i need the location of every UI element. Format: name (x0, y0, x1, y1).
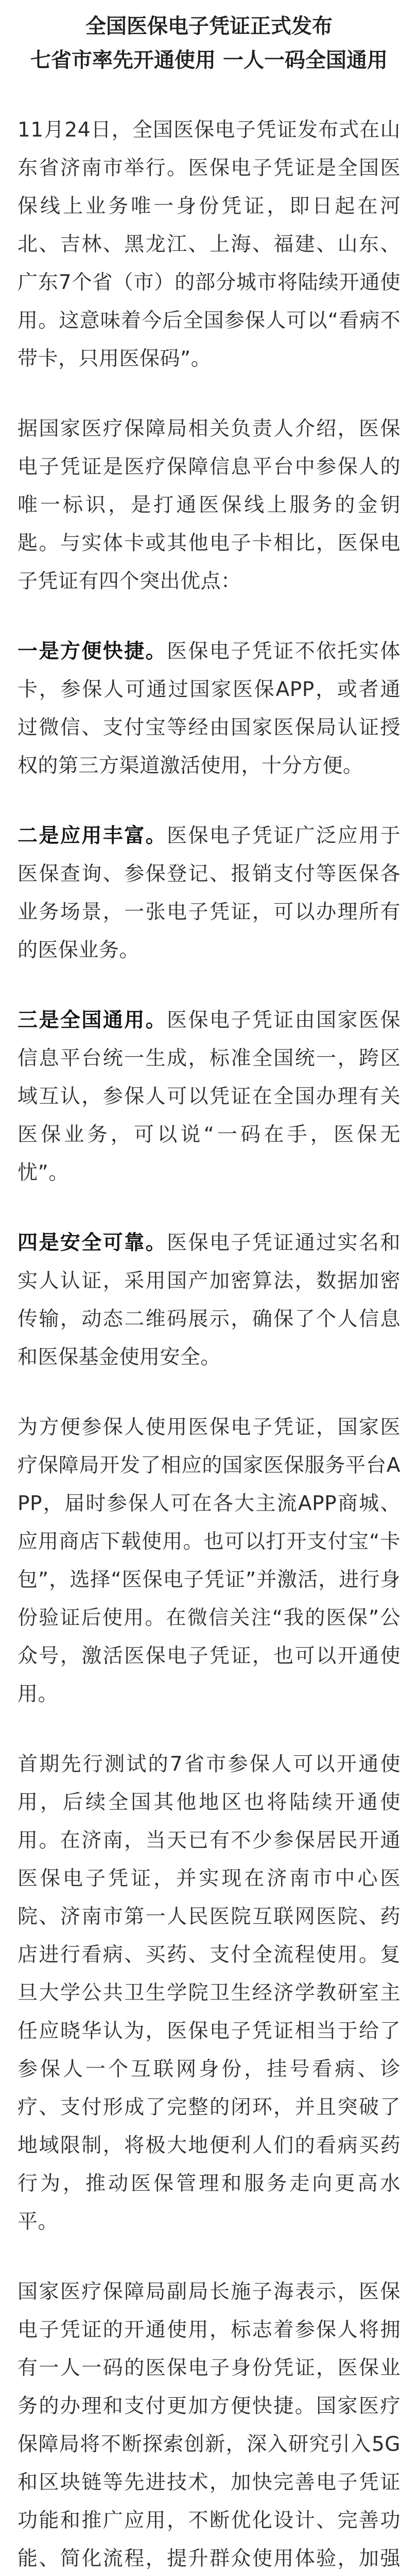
paragraph-text: 医保电子凭证由国家医保信息平台统一生成，标准全国统一，跨区域互认，参保人可以凭证在全国办理有关医保业务，可以说“一码在手，医保无忧”。 (18, 1009, 400, 1184)
paragraph-text: 11月24日，全国医保电子凭证发布式在山东省济南市举行。医保电子凭证是全国医保线上业务唯一身份凭证，即日起在河北、吉林、黑龙江、上海、福建、山东、广东7个省（市）的部分城市将陆续开通使用。这意味着今后全国参保人可以“看病不带卡，只用医保码”。 (18, 118, 400, 370)
paragraph-7 (18, 1409, 400, 1714)
paragraph-8 (18, 1745, 400, 2241)
paragraph-3 (18, 633, 400, 785)
paragraph-4 (18, 817, 400, 970)
paragraph-lead: 一是方便快捷。 (18, 640, 167, 663)
paragraph-6 (18, 1224, 400, 1377)
paragraph-5 (18, 1002, 400, 1192)
paragraph-1 (18, 111, 400, 378)
paragraph-text: 为方便参保人使用医保电子凭证，国家医疗保障局开发了相应的国家医保服务平台APP，届时参保人可在各大主流APP商城、应用商店下载使用。也可以打开支付宝“卡包”，选择“医保电子凭证”并激活，进行身份验证后使用。在微信关注“我的医保”公众号，激活医保电子凭证，也可以开通使用。 (18, 1416, 400, 1706)
headline-line-2: 七省市率先开通使用 一人一码全国通用 (30, 48, 388, 72)
paragraph-lead: 三是全国通用。 (18, 1009, 167, 1032)
paragraph-text: 国家医疗保障局副局长施子海表示，医保电子凭证的开通使用，标志着参保人将拥有一人一码的医保电子身份凭证，医保业务的办理和支付更加方便快捷。国家医疗保障局将不断探索创新，深入研究引入5G和区块链等先进技术，加快完善电子凭证功能和推广应用，不断优化设计、完善功能、简化流程，提升群众使用体验，加强 (18, 2280, 400, 2570)
paragraph-text: 医保电子凭证通过实名和实人认证，采用国产加密算法，数据加密传输，动态二维码展示，确保了个人信息和医保基金使用安全。 (18, 1231, 400, 1369)
paragraph-text: 医保电子凭证广泛应用于医保查询、参保登记、报销支付等医保各业务场景，一张电子凭证，可以办理所有的医保业务。 (18, 824, 400, 962)
paragraph-2 (18, 410, 400, 601)
paragraph-9 (18, 2273, 400, 2576)
paragraph-text: 首期先行测试的7省市参保人可以开通使用，后续全国其他地区也将陆续开通使用。在济南，当天已有不少参保居民开通医保电子凭证，并实现在济南市中心医院、济南市第一人民医院互联网医院、药店进行看病、买药、支付全流程使用。复旦大学公共卫生学院卫生经济学教研室主任应晓华认为，医保电子凭证相当于给了参保人一个互联网身份，挂号看病、诊疗、支付形成了完整的闭环，并且突破了地域限制，将极大地便利人们的看病买药行为，推动医保管理和服务走向更高水平。 (18, 1753, 400, 2233)
paragraph-lead: 二是应用丰富。 (18, 824, 167, 848)
headline-line-1: 全国医保电子凭证正式发布 (85, 14, 333, 38)
paragraph-text: 据国家医疗保障局相关负责人介绍，医保电子凭证是医疗保障信息平台中参保人的唯一标识，是打通医保线上服务的金钥匙。与实体卡或其他电子卡相比，医保电子凭证有四个突出优点： (18, 417, 400, 593)
paragraph-lead: 四是安全可靠。 (18, 1231, 167, 1255)
paragraph-text: 医保电子凭证不依托实体卡，参保人可通过国家医保APP，或者通过微信、支付宝等经由国家医保局认证授权的第三方渠道激活使用，十分方便。 (18, 640, 400, 777)
